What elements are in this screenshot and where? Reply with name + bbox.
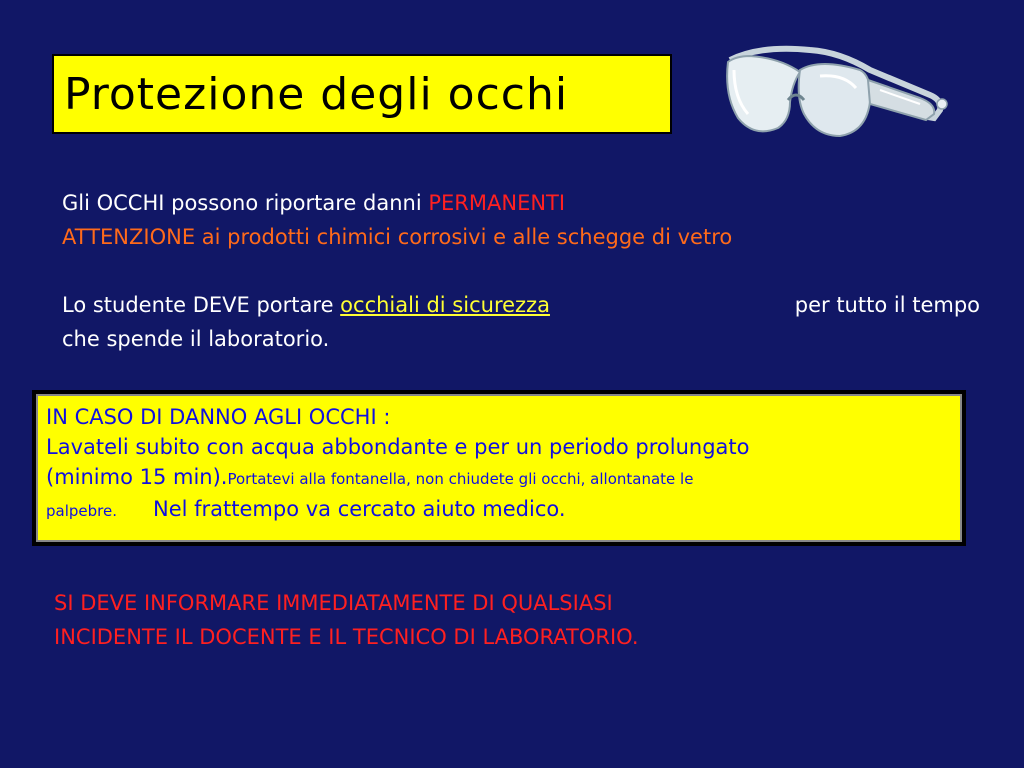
alert-line-2: Lavateli subito con acqua abbondante e per un periodo prolungato bbox=[46, 435, 750, 459]
title-box bbox=[52, 54, 672, 134]
attention-text: ai prodotti chimici corrosivi e alle schegge di vetro bbox=[195, 225, 733, 249]
safety-goggles-link[interactable]: occhiali di sicurezza bbox=[340, 293, 550, 317]
requirement-paragraph bbox=[62, 288, 980, 356]
requirement-prefix: Lo studente DEVE portare bbox=[62, 293, 341, 317]
attention-emphasis: ATTENZIONE bbox=[62, 225, 196, 249]
eye-injury-alert-box bbox=[32, 390, 966, 546]
page-title: Protezione degli occhi bbox=[64, 68, 569, 120]
alert-eyelids: palpebre. bbox=[46, 502, 117, 520]
footer-notice bbox=[54, 586, 954, 654]
warning-line-1 bbox=[62, 186, 980, 220]
warning-line-2 bbox=[62, 220, 980, 254]
alert-line-4 bbox=[46, 494, 952, 526]
permanent-emphasis: PERMANENTI bbox=[428, 191, 566, 215]
requirement-line-2: che spende il laboratorio. bbox=[62, 327, 330, 351]
warning-paragraph bbox=[62, 186, 980, 254]
alert-instructions: Portatevi alla fontanella, non chiudete gli occhi, allontanate le bbox=[227, 470, 694, 488]
alert-medical-help: Nel frattempo va cercato aiuto medico. bbox=[153, 497, 566, 521]
footer-line-1: SI DEVE INFORMARE IMMEDIATAMENTE DI QUALSIASI bbox=[54, 591, 613, 615]
alert-line-3 bbox=[46, 462, 952, 494]
footer-line-2: INCIDENTE IL DOCENTE E IL TECNICO DI LABORATORIO. bbox=[54, 625, 639, 649]
safety-goggles-icon bbox=[720, 40, 952, 165]
requirement-suffix: per tutto il tempo bbox=[794, 293, 980, 317]
alert-heading: IN CASO DI DANNO AGLI OCCHI : bbox=[46, 405, 391, 429]
requirement-line-1 bbox=[62, 288, 980, 322]
alert-duration: (minimo 15 min). bbox=[46, 465, 228, 489]
warning-line-1-text: Gli OCCHI possono riportare danni bbox=[62, 191, 429, 215]
